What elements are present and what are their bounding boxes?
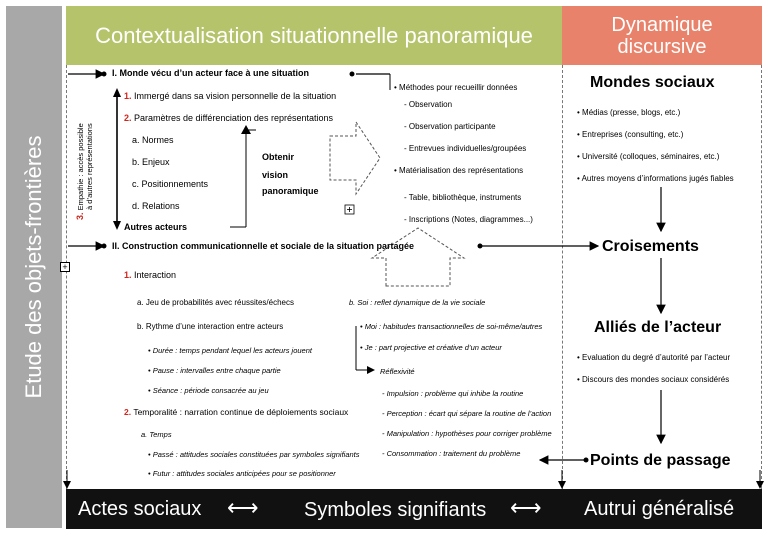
mondes-autres: • Autres moyens d’informations jugés fiables bbox=[577, 174, 734, 183]
soi-je: • Je : part projective et créative d’un acteur bbox=[360, 343, 502, 352]
footer-arrow-left-icon: ⟷ bbox=[227, 495, 259, 520]
side-label: Etude des objets-frontières bbox=[21, 135, 46, 399]
discours-text: Discours des mondes sociaux considérés bbox=[582, 375, 730, 384]
mondes-medias: • Médias (presse, blogs, etc.) bbox=[577, 108, 681, 117]
section1-item1: 1. Immergé dans sa vision personnelle de la situation bbox=[124, 91, 337, 101]
section2-title: II. Construction communicationnelle et sociale de la situation partagée bbox=[112, 241, 415, 251]
soi-moi: • Moi : habitudes transactionnelles de soi-même/autres bbox=[360, 322, 543, 331]
section2-interaction: 1. Interaction bbox=[124, 270, 177, 280]
soi-title: b. Soi : reflet dynamique de la vie sociale bbox=[349, 298, 486, 307]
footer-actes: Actes sociaux bbox=[78, 498, 202, 520]
expand-toggle-icon[interactable]: + bbox=[60, 262, 70, 272]
temporalite-text: Temporalité : narration continue de déploiements sociaux bbox=[133, 407, 349, 417]
allies-heading: Alliés de l’acteur bbox=[594, 319, 722, 336]
empathy-label: 3. Empathie : accès possible à d’autres représentations bbox=[75, 123, 94, 220]
sub-enjeux: b. Enjeux bbox=[132, 157, 170, 167]
footer-arrow-right-icon: ⟷ bbox=[510, 495, 542, 520]
moi-text: Moi : habitudes transactionnelles de soi-même/autres bbox=[364, 322, 543, 331]
rythme-duree: • Durée : temps pendant lequel les acteurs jouent bbox=[148, 346, 312, 355]
footer-autrui: Autrui généralisé bbox=[584, 498, 735, 520]
evaluation-text: Evaluation du degré d’autorité par l’acteur bbox=[582, 353, 731, 362]
reflexivite-consommation: - Consommation : traitement du problème bbox=[382, 449, 521, 458]
interaction-a: a. Jeu de probabilités avec réussites/échecs bbox=[137, 298, 294, 307]
universite-text: Université (colloques, séminaires, etc.) bbox=[582, 152, 720, 161]
panoramic-line3: panoramique bbox=[262, 186, 319, 196]
panoramic-arrow-shape bbox=[330, 122, 380, 194]
points-passage-heading: Points de passage bbox=[590, 452, 731, 469]
methods-title-text: Méthodes pour recueillir données bbox=[399, 83, 518, 92]
pause-text: Pause : intervalles entre chaque partie bbox=[152, 366, 281, 375]
panoramic-line1: Obtenir bbox=[262, 152, 295, 162]
reflexivite-perception: - Perception : écart qui sépare la routine de l’action bbox=[382, 409, 552, 418]
footer-bar bbox=[66, 489, 762, 529]
je-text: Je : part projective et créative d’un acteur bbox=[364, 343, 502, 352]
rythme-seance: • Séance : période consacrée au jeu bbox=[148, 386, 269, 395]
temps-label: a. Temps bbox=[141, 430, 172, 439]
sub-normes: a. Normes bbox=[132, 135, 174, 145]
allies-discours: • Discours des mondes sociaux considérés bbox=[577, 375, 730, 384]
temps-futur: • Futur : attitudes sociales anticipées pour se positionner bbox=[148, 469, 336, 478]
mat-inscriptions: - Inscriptions (Notes, diagrammes...) bbox=[404, 215, 533, 224]
seance-text: Séance : période consacrée au jeu bbox=[152, 386, 269, 395]
temps-passe: • Passé : attitudes sociales constituées par symboles signifiants bbox=[148, 450, 360, 459]
mat-table: - Table, bibliothèque, instruments bbox=[404, 193, 522, 202]
autres-acteurs: Autres acteurs bbox=[124, 222, 188, 232]
reflexivite-manipulation: - Manipulation : hypothèses pour corriger problème bbox=[382, 429, 552, 438]
passe-text: Passé : attitudes sociales constituées par symboles signifiants bbox=[152, 450, 360, 459]
section1-item1-text: Immergé dans sa vision personnelle de la situation bbox=[134, 91, 337, 101]
reflexivite-impulsion: - Impulsion : problème qui inhibe la routine bbox=[382, 389, 524, 398]
method-entrevues: - Entrevues individuelles/groupées bbox=[404, 144, 527, 153]
interaction-b: b. Rythme d’une interaction entre acteurs bbox=[137, 322, 284, 331]
section1-item2: 2. Paramètres de différenciation des représentations bbox=[124, 113, 333, 123]
medias-text: Médias (presse, blogs, etc.) bbox=[582, 108, 681, 117]
method-participante: - Observation participante bbox=[404, 122, 496, 131]
allies-evaluation: • Evaluation du degré d’autorité par l’acteur bbox=[577, 353, 731, 362]
panoramic-line2: vision bbox=[262, 170, 289, 180]
section1-title: I. Monde vécu d’un acteur face à une situation bbox=[112, 68, 310, 78]
header-right-text: Dynamique discursive bbox=[611, 13, 713, 58]
empathy-line1: Empathie : accès possible bbox=[76, 123, 85, 211]
rythme-pause: • Pause : intervalles entre chaque partie bbox=[148, 366, 281, 375]
methods-title: • Méthodes pour recueillir données bbox=[394, 83, 518, 92]
footer-symboles: Symboles signifiants bbox=[304, 499, 487, 521]
section1-item2-text: Paramètres de différenciation des représentations bbox=[134, 113, 333, 123]
mondes-entreprises: • Entreprises (consulting, etc.) bbox=[577, 130, 684, 139]
header-left: Contextualisation situationnelle panoramique bbox=[66, 6, 562, 65]
sub-relations: d. Relations bbox=[132, 201, 180, 211]
materialisation-title: • Matérialisation des représentations bbox=[394, 166, 524, 175]
mondes-sociaux-heading: Mondes sociaux bbox=[590, 74, 715, 91]
reflexivite-label: Réflexivité bbox=[380, 367, 415, 376]
croisements-heading: Croisements bbox=[602, 238, 699, 255]
entreprises-text: Entreprises (consulting, etc.) bbox=[582, 130, 684, 139]
mondes-universite: • Université (colloques, séminaires, etc.) bbox=[577, 152, 720, 161]
futur-text: Futur : attitudes sociales anticipées pour se positionner bbox=[152, 469, 336, 478]
method-observation: - Observation bbox=[404, 100, 453, 109]
materialisation-title-text: Matérialisation des représentations bbox=[399, 166, 524, 175]
autres-text: Autres moyens d’informations jugés fiables bbox=[581, 174, 734, 183]
empathy-line2: à d’autres représentations bbox=[85, 123, 94, 210]
sub-positionnements: c. Positionnements bbox=[132, 179, 209, 189]
duree-text: Durée : temps pendant lequel les acteurs jouent bbox=[152, 346, 312, 355]
section2-temporalite: 2. Temporalité : narration continue de déploiements sociaux bbox=[124, 407, 349, 417]
interaction-text: Interaction bbox=[134, 270, 177, 280]
shared-situation-arrow-shape bbox=[372, 228, 464, 286]
